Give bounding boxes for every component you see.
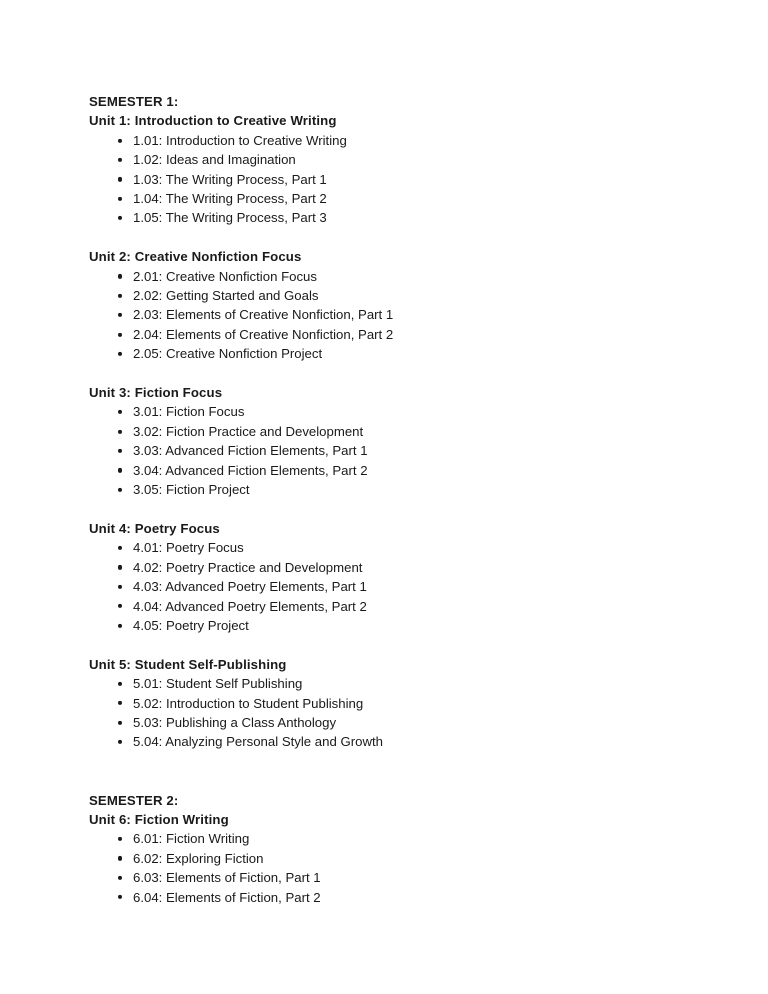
lesson-label: 5.04: Analyzing Personal Style and Growth bbox=[133, 734, 383, 750]
lesson-list bbox=[89, 829, 689, 907]
lesson-label: 5.02: Introduction to Student Publishing bbox=[133, 695, 364, 711]
lesson-item bbox=[89, 732, 689, 751]
bullet-icon bbox=[118, 895, 122, 899]
bullet-icon bbox=[118, 876, 122, 880]
lesson-list bbox=[89, 267, 689, 364]
lesson-label: 5.03: Publishing a Class Anthology bbox=[133, 714, 337, 730]
lesson-label: 3.05: Fiction Project bbox=[133, 482, 250, 498]
lesson-item bbox=[89, 616, 689, 635]
unit-block bbox=[89, 111, 689, 227]
lesson-label: 1.05: The Writing Process, Part 3 bbox=[133, 210, 327, 226]
lesson-item bbox=[89, 189, 689, 208]
bullet-icon bbox=[118, 294, 122, 298]
lesson-list bbox=[89, 538, 689, 635]
unit-heading: Unit 1: Introduction to Creative Writing bbox=[89, 113, 337, 129]
lesson-item bbox=[89, 558, 689, 577]
unit-heading: Unit 4: Poetry Focus bbox=[89, 520, 220, 536]
bullet-icon bbox=[118, 585, 122, 589]
unit-block bbox=[89, 519, 689, 635]
lesson-label: 3.04: Advanced Fiction Elements, Part 2 bbox=[133, 462, 368, 478]
bullet-icon bbox=[118, 546, 122, 550]
lesson-label: 5.01: Student Self Publishing bbox=[133, 676, 303, 692]
lesson-label: 4.04: Advanced Poetry Elements, Part 2 bbox=[133, 598, 367, 614]
lesson-item bbox=[89, 422, 689, 441]
lesson-item bbox=[89, 538, 689, 557]
unit-block bbox=[89, 655, 689, 752]
lesson-label: 3.02: Fiction Practice and Development bbox=[133, 423, 364, 439]
lesson-item bbox=[89, 208, 689, 227]
lesson-label: 3.03: Advanced Fiction Elements, Part 1 bbox=[133, 443, 368, 459]
unit-heading: Unit 6: Fiction Writing bbox=[89, 811, 229, 827]
bullet-icon bbox=[118, 721, 122, 725]
bullet-icon bbox=[118, 682, 122, 686]
semester-block bbox=[89, 791, 689, 907]
lesson-label: 2.02: Getting Started and Goals bbox=[133, 288, 319, 304]
lesson-item bbox=[89, 441, 689, 460]
bullet-icon bbox=[118, 352, 122, 356]
course-outline-body bbox=[89, 92, 689, 907]
bullet-icon bbox=[118, 274, 122, 278]
bullet-icon bbox=[118, 468, 122, 472]
bullet-icon bbox=[118, 856, 122, 860]
lesson-list bbox=[89, 131, 689, 228]
lesson-item bbox=[89, 344, 689, 363]
unit-block bbox=[89, 810, 689, 907]
bullet-icon bbox=[118, 488, 122, 492]
lesson-label: 1.02: Ideas and Imagination bbox=[133, 152, 296, 168]
lesson-label: 6.04: Elements of Fiction, Part 2 bbox=[133, 889, 321, 905]
lesson-label: 1.03: The Writing Process, Part 1 bbox=[133, 171, 327, 187]
bullet-icon bbox=[118, 197, 122, 201]
lesson-label: 2.03: Elements of Creative Nonfiction, Part 1 bbox=[133, 307, 394, 323]
lesson-label: 4.05: Poetry Project bbox=[133, 617, 249, 633]
lesson-list bbox=[89, 674, 689, 752]
bullet-icon bbox=[118, 429, 122, 433]
lesson-item bbox=[89, 829, 689, 848]
lesson-item bbox=[89, 868, 689, 887]
lesson-label: 2.05: Creative Nonfiction Project bbox=[133, 346, 323, 362]
lesson-label: 6.03: Elements of Fiction, Part 1 bbox=[133, 870, 321, 886]
lesson-label: 6.02: Exploring Fiction bbox=[133, 850, 264, 866]
lesson-item bbox=[89, 325, 689, 344]
unit-heading: Unit 5: Student Self-Publishing bbox=[89, 656, 287, 672]
bullet-icon bbox=[118, 565, 122, 569]
lesson-item bbox=[89, 849, 689, 868]
lesson-label: 1.04: The Writing Process, Part 2 bbox=[133, 191, 327, 207]
lesson-label: 1.01: Introduction to Creative Writing bbox=[133, 132, 347, 148]
unit-heading: Unit 2: Creative Nonfiction Focus bbox=[89, 249, 302, 265]
lesson-item bbox=[89, 480, 689, 499]
lesson-item bbox=[89, 170, 689, 189]
bullet-icon bbox=[118, 410, 122, 414]
bullet-icon bbox=[118, 624, 122, 628]
bullet-icon bbox=[118, 158, 122, 162]
lesson-item bbox=[89, 577, 689, 596]
lesson-item bbox=[89, 888, 689, 907]
semester-heading: SEMESTER 1: bbox=[89, 94, 179, 109]
lesson-item bbox=[89, 267, 689, 286]
bullet-icon bbox=[118, 701, 122, 705]
bullet-icon bbox=[118, 604, 122, 608]
lesson-item bbox=[89, 461, 689, 480]
lesson-label: 2.04: Elements of Creative Nonfiction, Part 2 bbox=[133, 326, 394, 342]
lesson-item bbox=[89, 402, 689, 421]
lesson-label: 4.03: Advanced Poetry Elements, Part 1 bbox=[133, 579, 367, 595]
bullet-icon bbox=[118, 332, 122, 336]
bullet-icon bbox=[118, 740, 122, 744]
lesson-label: 6.01: Fiction Writing bbox=[133, 831, 250, 847]
bullet-icon bbox=[118, 449, 122, 453]
bullet-icon bbox=[118, 216, 122, 220]
lesson-item bbox=[89, 131, 689, 150]
bullet-icon bbox=[118, 177, 122, 181]
lesson-list bbox=[89, 402, 689, 499]
lesson-item bbox=[89, 150, 689, 169]
lesson-label: 2.01: Creative Nonfiction Focus bbox=[133, 268, 317, 284]
lesson-item bbox=[89, 286, 689, 305]
lesson-item bbox=[89, 713, 689, 732]
semester-heading: SEMESTER 2: bbox=[89, 792, 179, 808]
lesson-item bbox=[89, 597, 689, 616]
lesson-item bbox=[89, 305, 689, 324]
lesson-item bbox=[89, 694, 689, 713]
bullet-icon bbox=[118, 837, 122, 841]
unit-heading: Unit 3: Fiction Focus bbox=[89, 385, 223, 401]
lesson-label: 4.01: Poetry Focus bbox=[133, 540, 244, 556]
semester-block bbox=[89, 92, 689, 752]
lesson-label: 4.02: Poetry Practice and Development bbox=[133, 559, 363, 575]
lesson-label: 3.01: Fiction Focus bbox=[133, 404, 245, 420]
bullet-icon bbox=[118, 138, 122, 142]
unit-block bbox=[89, 247, 689, 363]
unit-block bbox=[89, 383, 689, 499]
lesson-item bbox=[89, 674, 689, 693]
bullet-icon bbox=[118, 313, 122, 317]
